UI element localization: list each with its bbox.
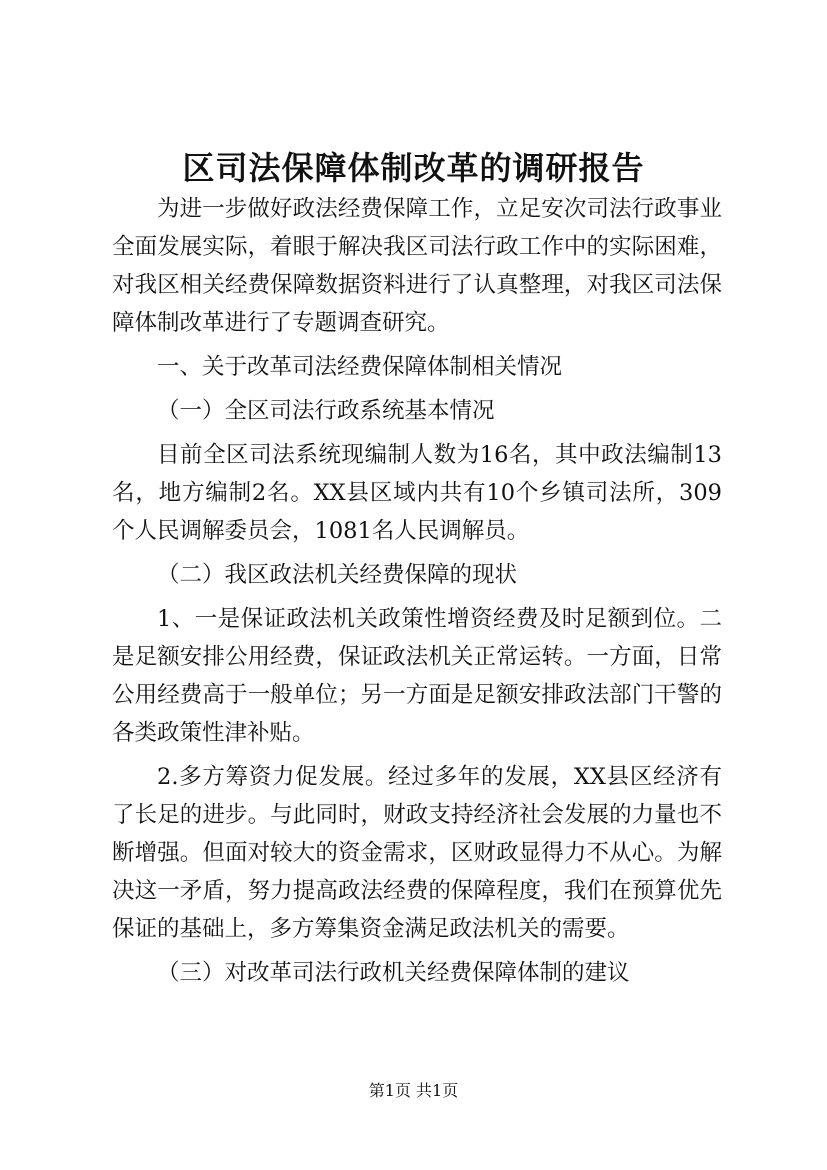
funding-paragraph-2: 2.多方筹资力促发展。经过多年的发展，XX县区经济有了长足的进步。与此同时，财政支持经济社会发展的力量也不断增强。但面对较大的资金需求，区财政显得力不从心。为解决这一矛盾，努力提高政法经费的保障程度，我们在预算优先保证的基础上，多方筹集资金满足政法机关的需要。 [112, 764, 722, 942]
document-body [112, 190, 722, 992]
subsection-heading-1: （一）全区司法行政系统基本情况 [157, 398, 495, 424]
intro-paragraph: 为进一步做好政法经费保障工作，立足安次司法行政事业全面发展实际，着眼于解决我区司法行政工作中的实际困难，对我区相关经费保障数据资料进行了认真整理，对我区司法保障体制改革进行了专题调查研究。 [112, 196, 722, 336]
section-heading-1: 一、关于改革司法经费保障体制相关情况 [157, 354, 563, 380]
document-title: 区司法保障体制改革的调研报告 [182, 149, 645, 187]
subsection-heading-2: （二）我区政法机关经费保障的现状 [157, 562, 518, 588]
subsection-heading-3: （三）对改革司法行政机关经费保障体制的建议 [157, 960, 630, 986]
page-number-footer: 第1页 共1页 [368, 1081, 459, 1100]
staffing-paragraph: 目前全区司法系统现编制人数为16名，其中政法编制13名，地方编制2名。XX县区域内共有10个乡镇司法所，309个人民调解委员会，1081名人民调解员。 [112, 442, 722, 544]
funding-paragraph-1: 1、一是保证政法机关政策性增资经费及时足额到位。二是足额安排公用经费，保证政法机关正常运转。一方面，日常公用经费高于一般单位；另一方面是足额安排政法部门干警的各类政策性津补贴。 [112, 606, 722, 746]
